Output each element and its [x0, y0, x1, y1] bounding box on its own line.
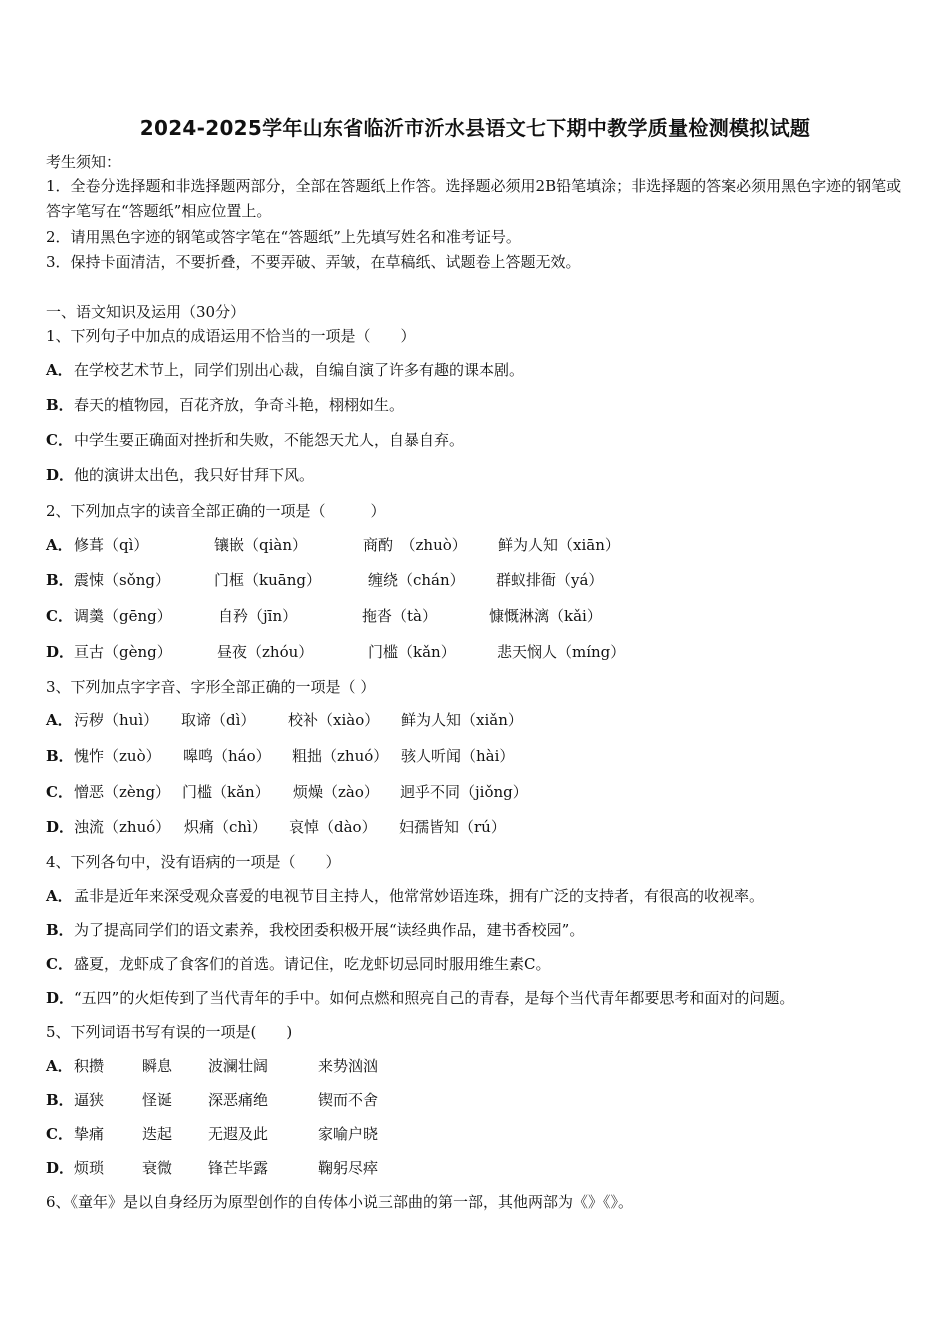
question-6-stem: 6、《童年》是以自身经历为原型创作的自传体小说三部曲的第一部，其他两部为《》《》。	[46, 1193, 634, 1211]
option-word: 鲜为人知（xiān）	[498, 536, 620, 554]
option-word: 波澜壮阔	[208, 1057, 269, 1075]
option-word: 逼狭	[74, 1091, 105, 1109]
option-word: 污秽（huì）	[74, 711, 159, 729]
question-4-option-c[interactable]	[46, 954, 550, 974]
option-word: 家喻户晓	[318, 1125, 379, 1143]
option-word: 哀悼（dào）	[289, 818, 377, 836]
question-5-option-c[interactable]	[46, 1124, 926, 1144]
option-letter: A．	[46, 1057, 73, 1075]
option-word: 怪诞	[142, 1091, 173, 1109]
question-1-option-d[interactable]	[46, 465, 314, 485]
option-word: 自矜（jīn）	[218, 607, 298, 625]
question-2-option-a[interactable]	[46, 535, 926, 555]
question-1-option-a[interactable]	[46, 360, 524, 380]
option-word: 积攒	[74, 1057, 105, 1075]
question-1-stem: 1、下列句子中加点的成语运用不恰当的一项是（ ）	[46, 327, 416, 345]
option-letter: A．	[46, 536, 73, 554]
question-4-option-a[interactable]	[46, 886, 764, 906]
question-5-stem: 5、下列词语书写有误的一项是( )	[46, 1023, 293, 1041]
option-text: 为了提高同学们的语文素养，我校团委积极开展“读经典作品，建书香校园”。	[74, 921, 585, 939]
option-word: 镶嵌（qiàn）	[214, 536, 308, 554]
question-4-option-b[interactable]	[46, 920, 584, 940]
option-word: 锋芒毕露	[208, 1159, 269, 1177]
option-letter: D．	[46, 1159, 75, 1177]
option-letter: B．	[46, 396, 74, 414]
option-text: 中学生要正确面对挫折和失败，不能怨天尤人，自暴自弃。	[74, 431, 465, 449]
option-word: 鲜为人知（xiǎn）	[401, 711, 523, 729]
question-2-option-d[interactable]	[46, 642, 926, 662]
option-word: 浊流（zhuó）	[74, 818, 171, 836]
question-4-option-d[interactable]	[46, 988, 794, 1008]
option-word: 门框（kuāng）	[214, 571, 321, 589]
option-word: 迥乎不同（jiǒng）	[400, 783, 528, 801]
option-word: 门槛（kǎn）	[182, 783, 270, 801]
option-word: 愧怍（zuò）	[74, 747, 161, 765]
option-letter: A．	[46, 887, 73, 905]
option-text: “五四”的火炬传到了当代青年的手中。如何点燃和照亮自己的青春，是每个当代青年都要思考和面对的问题。	[74, 989, 795, 1007]
option-word: 门槛（kǎn）	[368, 643, 456, 661]
question-5-option-b[interactable]	[46, 1090, 926, 1110]
option-word: 挚痛	[74, 1125, 105, 1143]
option-word: 慷慨淋漓（kǎi）	[489, 607, 602, 625]
question-2-option-c[interactable]	[46, 606, 926, 626]
option-letter: C．	[46, 955, 73, 973]
option-text: 盛夏，龙虾成了食客们的首选。请记住，吃龙虾切忌同时服用维生素C。	[74, 955, 551, 973]
option-word: 粗拙（zhuó）	[292, 747, 389, 765]
option-word: 来势汹汹	[318, 1057, 379, 1075]
notice-item-1: 1．全卷分选择题和非选择题两部分，全部在答题纸上作答。选择题必须用2B铅笔填涂；非选择题的答案必须用黑色字迹的钢笔或答字笔写在“答题纸”相应位置上。	[46, 177, 902, 220]
question-5-option-d[interactable]	[46, 1158, 926, 1178]
question-3-option-a[interactable]	[46, 710, 926, 730]
option-word: 悲天悯人（míng）	[497, 643, 626, 661]
option-word: 骇人听闻（hài）	[401, 747, 515, 765]
question-2-stem: 2、下列加点字的读音全部正确的一项是（ ）	[46, 502, 386, 520]
option-word: 瞬息	[142, 1057, 173, 1075]
option-word: 深恶痛绝	[208, 1091, 269, 1109]
option-text: 他的演讲太出色，我只好甘拜下风。	[74, 466, 315, 484]
option-text: 孟非是近年来深受观众喜爱的电视节目主持人，他常常妙语连珠，拥有广泛的支持者，有很高的收视率。	[74, 887, 765, 905]
option-word: 亘古（gèng）	[74, 643, 172, 661]
option-word: 校补（xiào）	[288, 711, 380, 729]
option-letter: D．	[46, 818, 75, 836]
option-word: 迭起	[142, 1125, 173, 1143]
option-word: 取谛（dì）	[181, 711, 256, 729]
question-3-option-b[interactable]	[46, 746, 926, 766]
option-letter: B．	[46, 1091, 74, 1109]
option-letter: D．	[46, 643, 75, 661]
option-letter: C．	[46, 783, 73, 801]
option-word: 拖沓（tà）	[362, 607, 437, 625]
option-letter: B．	[46, 921, 74, 939]
question-1-option-c[interactable]	[46, 430, 464, 450]
option-letter: A．	[46, 361, 73, 379]
option-text: 在学校艺术节上，同学们别出心裁，自编自演了许多有趣的课本剧。	[74, 361, 525, 379]
question-5-option-a[interactable]	[46, 1056, 926, 1076]
option-text: 春天的植物园，百花齐放，争奇斗艳，栩栩如生。	[74, 396, 405, 414]
option-word: 嗥鸣（háo）	[183, 747, 271, 765]
option-letter: B．	[46, 571, 74, 589]
question-1-option-b[interactable]	[46, 395, 404, 415]
question-2-option-b[interactable]	[46, 570, 926, 590]
option-word: 缠绕（chán）	[368, 571, 465, 589]
option-letter: D．	[46, 989, 75, 1007]
question-3-option-d[interactable]	[46, 817, 926, 837]
option-letter: C．	[46, 1125, 73, 1143]
question-3-stem: 3、下列加点字字音、字形全部正确的一项是（ ）	[46, 678, 376, 696]
option-letter: D．	[46, 466, 75, 484]
question-4-stem: 4、下列各句中，没有语病的一项是（ ）	[46, 853, 341, 871]
option-word: 衰微	[142, 1159, 173, 1177]
option-word: 无遐及此	[208, 1125, 269, 1143]
option-word: 调羹（gēng）	[74, 607, 172, 625]
option-letter: C．	[46, 607, 73, 625]
option-word: 商酌 （zhuò）	[363, 536, 467, 554]
option-word: 锲而不舍	[318, 1091, 379, 1109]
option-letter: B．	[46, 747, 74, 765]
option-word: 鞠躬尽瘁	[318, 1159, 379, 1177]
option-word: 修葺（qì）	[74, 536, 149, 554]
page-title: 2024-2025学年山东省临沂市沂水县语文七下期中教学质量检测模拟试题	[139, 116, 811, 140]
option-word: 憎恶（zèng）	[74, 783, 171, 801]
notice-item-2: 2．请用黑色字迹的钢笔或答字笔在“答题纸”上先填写姓名和准考证号。	[46, 228, 521, 246]
option-letter: A．	[46, 711, 73, 729]
option-word: 烦燥（zào）	[293, 783, 379, 801]
option-word: 震悚（sǒng）	[74, 571, 170, 589]
option-letter: C．	[46, 431, 73, 449]
section-heading: 一、语文知识及运用（30分）	[46, 303, 246, 321]
option-word: 群蚁排衙（yá）	[496, 571, 604, 589]
question-3-option-c[interactable]	[46, 782, 926, 802]
notice-item-3: 3．保持卡面清洁，不要折叠，不要弄破、弄皱，在草稿纸、试题卷上答题无效。	[46, 253, 581, 271]
notice-heading: 考生须知：	[46, 153, 122, 171]
option-word: 烦琐	[74, 1159, 105, 1177]
option-word: 炽痛（chì）	[184, 818, 267, 836]
option-word: 昼夜（zhóu）	[217, 643, 314, 661]
option-word: 妇孺皆知（rú）	[399, 818, 506, 836]
